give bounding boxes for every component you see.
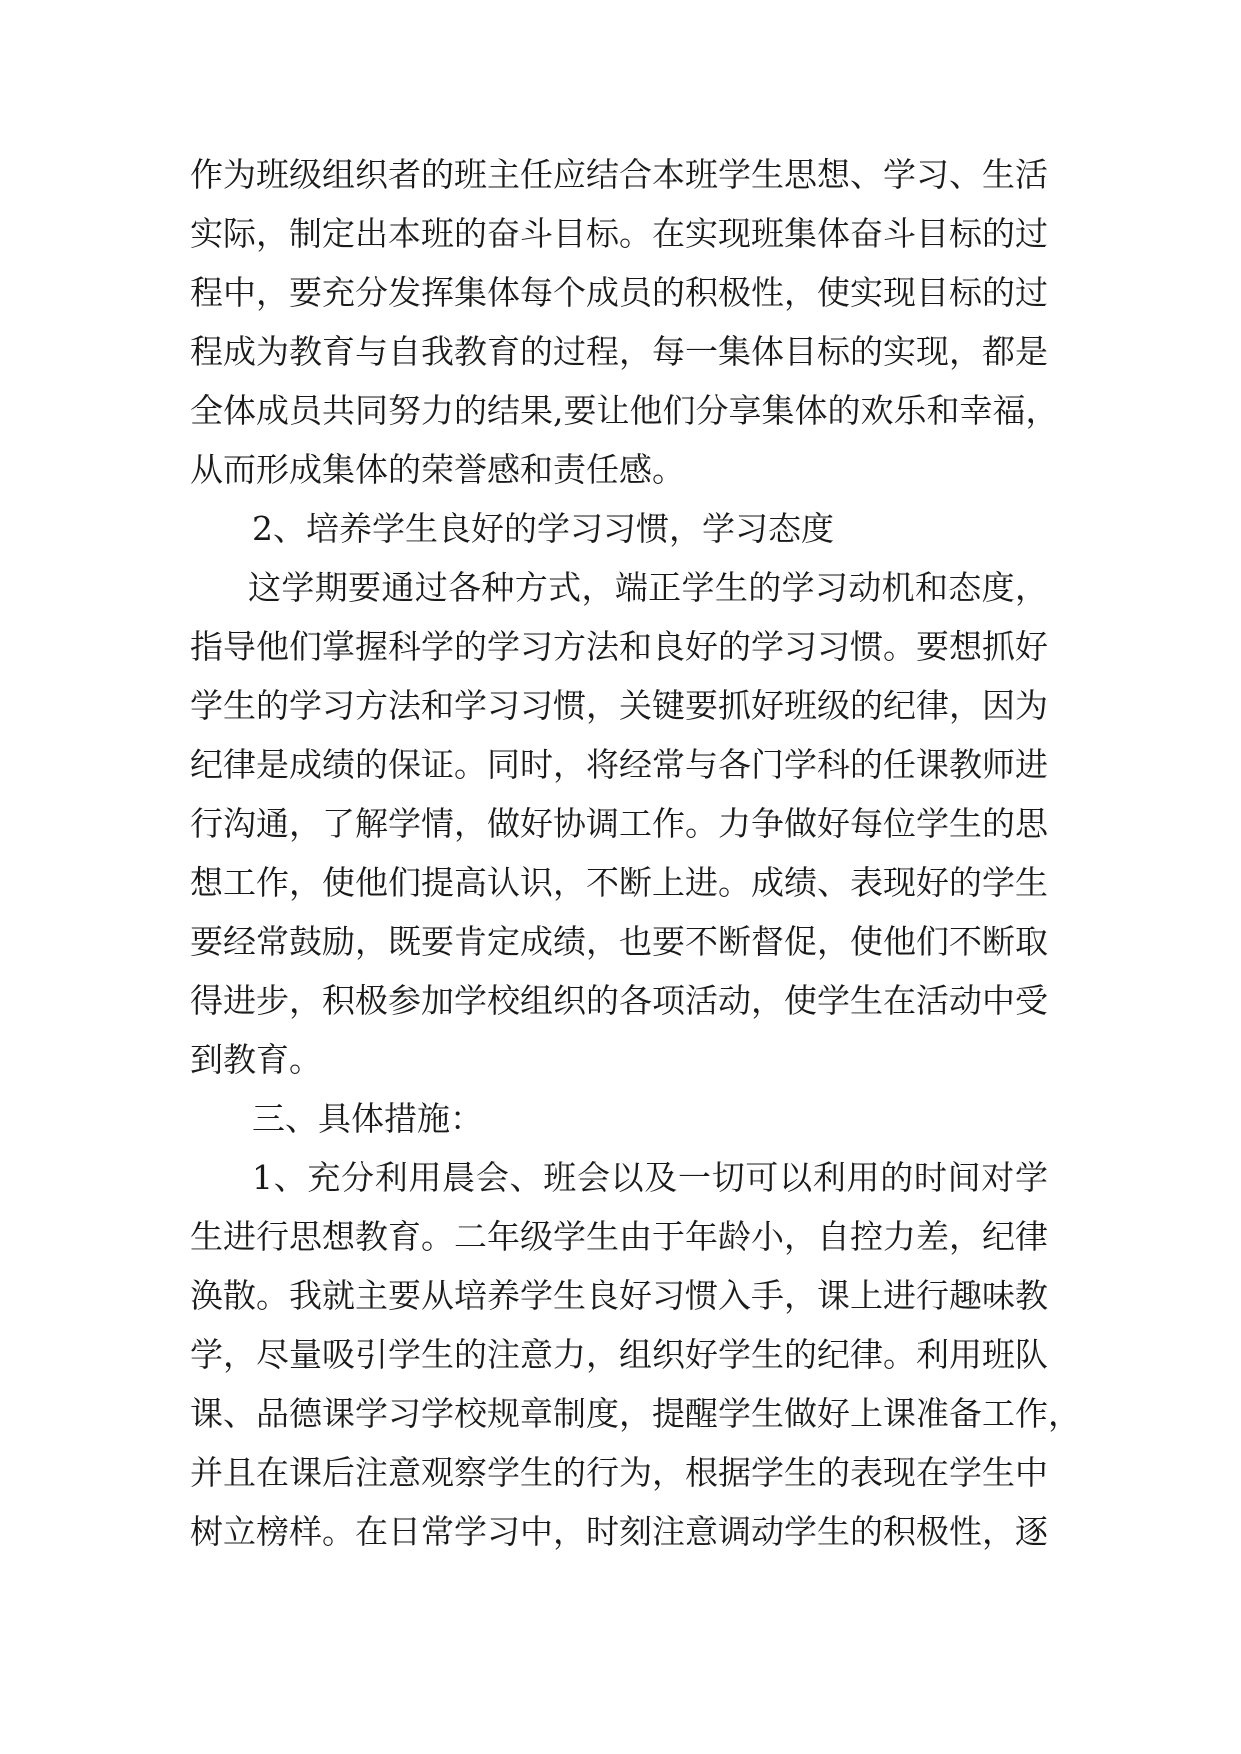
text-line: 到教育。 xyxy=(190,1040,322,1079)
text-line: 学，尽量吸引学生的注意力，组织好学生的纪律。利用班队 xyxy=(190,1335,1048,1374)
text-line: 树立榜样。在日常学习中，时刻注意调动学生的积极性，逐 xyxy=(190,1512,1048,1551)
text-line: 从而形成集体的荣誉感和责任感。 xyxy=(190,450,685,489)
text-line: 涣散。我就主要从培养学生良好习惯入手，课上进行趣味教 xyxy=(190,1276,1048,1315)
text-line: 纪律是成绩的保证。同时，将经常与各门学科的任课教师进 xyxy=(190,745,1048,784)
text-line: 学生的学习方法和学习习惯，关键要抓好班级的纪律，因为 xyxy=(190,686,1048,725)
text-line: 实际，制定出本班的奋斗目标。在实现班集体奋斗目标的过 xyxy=(190,214,1048,253)
text-line: 指导他们掌握科学的学习方法和良好的学习习惯。要想抓好 xyxy=(190,627,1048,666)
text-line: 课、品德课学习学校规章制度，提醒学生做好上课准备工作， xyxy=(190,1394,1081,1433)
text-line: 并且在课后注意观察学生的行为，根据学生的表现在学生中 xyxy=(190,1453,1048,1492)
text-line: 作为班级组织者的班主任应结合本班学生思想、学习、生活 xyxy=(190,155,1048,194)
text-line: 全体成员共同努力的结果,要让他们分享集体的欢乐和幸福， xyxy=(190,391,1059,430)
text-line: 要经常鼓励，既要肯定成绩，也要不断督促，使他们不断取 xyxy=(190,922,1048,961)
text-line: 生进行思想教育。二年级学生由于年龄小，自控力差，纪律 xyxy=(190,1217,1048,1256)
section-heading: 三、具体措施： xyxy=(252,1099,483,1138)
text-line: 行沟通，了解学情，做好协调工作。力争做好每位学生的思 xyxy=(190,804,1048,843)
text-line: 想工作，使他们提高认识，不断上进。成绩、表现好的学生 xyxy=(190,863,1048,902)
section-heading: 2、培养学生良好的学习习惯，学习态度 xyxy=(252,509,834,548)
text-line: 程中，要充分发挥集体每个成员的积极性，使实现目标的过 xyxy=(190,273,1048,312)
text-line: 程成为教育与自我教育的过程，每一集体目标的实现，都是 xyxy=(190,332,1048,371)
text-line: 1、充分利用晨会、班会以及一切可以利用的时间对学 xyxy=(252,1158,1048,1197)
text-line: 这学期要通过各种方式，端正学生的学习动机和态度， xyxy=(248,568,1048,607)
text-line: 得进步，积极参加学校组织的各项活动，使学生在活动中受 xyxy=(190,981,1048,1020)
